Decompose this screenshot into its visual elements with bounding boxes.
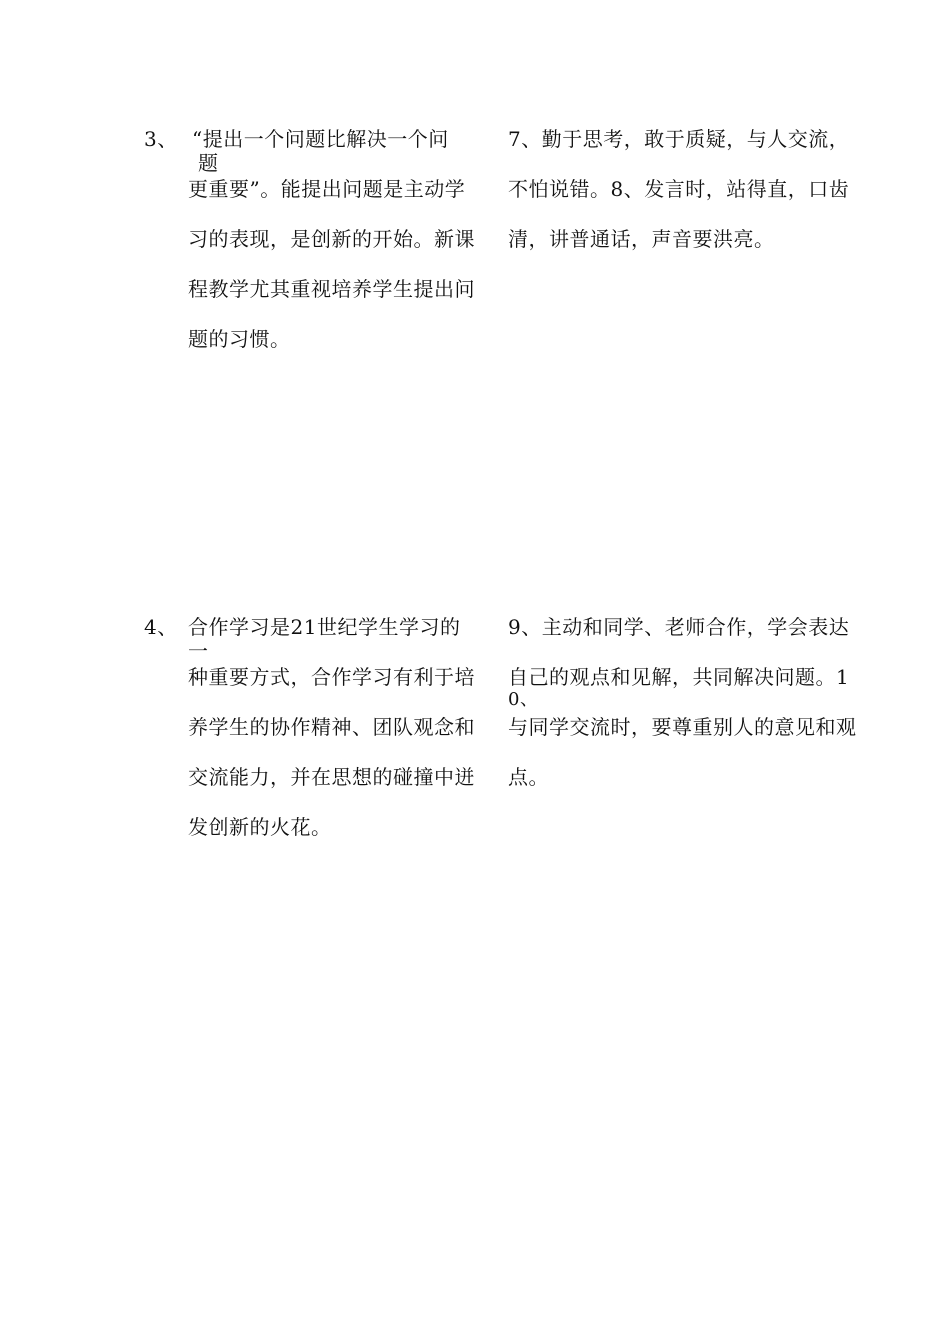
item-4-left-line-3: 种重要方式，合作学习有利于培 <box>188 665 475 689</box>
item-4-number: 4、 <box>144 615 178 639</box>
item-3-left-line-4: 习的表现，是创新的开始。新课 <box>188 227 475 251</box>
item-3-right-line-3: 清，讲普通话，声音要洪亮。 <box>508 227 775 251</box>
item-4-right-line-3: 0、 <box>508 689 539 710</box>
item-3-left-line-3: 更重要”。能提出问题是主动学 <box>188 177 466 201</box>
item-4-right-line-1: 9、主动和同学、老师合作，学会表达 <box>508 615 850 639</box>
item-3-right-line-1: 7、勤于思考，敢于质疑，与人交流， <box>508 127 850 151</box>
item-4-left-line-2: 一 <box>188 639 209 663</box>
item-3-left-line-5: 程教学尤其重视培养学生提出问 <box>188 277 475 301</box>
item-3-left-line-1: “提出一个问题比解决一个问 <box>192 127 449 151</box>
item-3-left-line-2: 题 <box>198 151 219 175</box>
item-4-right-line-4: 与同学交流时，要尊重别人的意见和观 <box>508 715 857 739</box>
item-3-number: 3、 <box>144 127 178 151</box>
item-4-left-line-5: 交流能力，并在思想的碰撞中迸 <box>188 765 475 789</box>
item-4-left-line-1: 合作学习是21世纪学生学习的 <box>188 615 461 639</box>
item-4-left-line-4: 养学生的协作精神、团队观念和 <box>188 715 475 739</box>
item-3-left-line-6: 题的习惯。 <box>188 327 291 351</box>
item-4-left-line-6: 发创新的火花。 <box>188 815 332 839</box>
item-4-right-line-2: 自己的观点和见解，共同解决问题。1 <box>508 665 850 689</box>
item-4-right-line-5: 点。 <box>508 765 549 789</box>
item-3-right-line-2: 不怕说错。8、发言时，站得直，口齿 <box>508 177 850 201</box>
